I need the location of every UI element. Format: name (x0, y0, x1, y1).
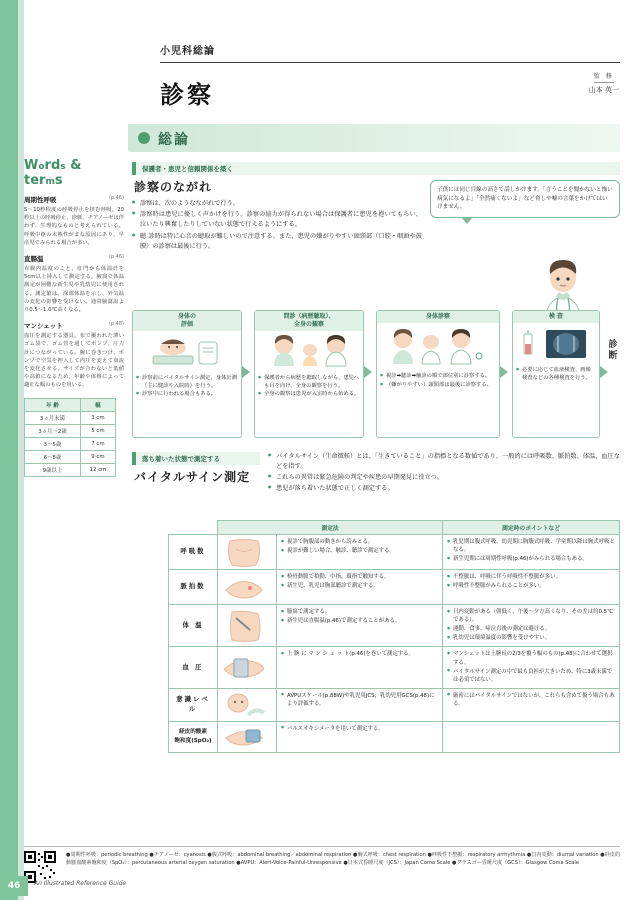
flow-bar-label: 保護者・患児と信頼関係を築く (132, 162, 620, 175)
glossary-footer-text: ●周期性呼吸：periodic breathing ●チアノーゼ：cyanosis ●腹式呼吸：abdominal breathing／abdominal respiration ●胸式呼吸：chest respiration ●呼吸性不整脈：respiratory arrhythmia ●日内変動：diurnal variation ●経皮的動脈血酸素飽和度（SpO₂）：percutaneous arterial oxygen saturation ●AVPU：Alert-Voice-Painful-Unresponsive ●日本式昏睡尺度（JCS）：Japan Coma Scale ●グラスゴー昏睡尺度（GCS）：Glasgow Coma Scale (66, 852, 620, 867)
cell-points (443, 647, 620, 688)
list-item: ● 橈骨動脈で拍動、中指、環指で触知する。 (281, 573, 438, 581)
cell-method (277, 570, 443, 605)
wrist-illustration (220, 572, 268, 602)
table-row (169, 605, 620, 647)
list-item: ● パルスオキシメータを用いて測定する。 (281, 725, 438, 733)
cell-method (277, 721, 443, 752)
cell-width: 12 cm (80, 463, 115, 476)
row-label-respiration: 呼吸数 (169, 535, 218, 570)
table-row (25, 437, 116, 450)
cell-points (443, 605, 620, 647)
list-item: ● バイタルサイン（生命徴候）とは、「生きていること」の指標となる数値であり、一般的には呼吸数、脈拍数、体温、血圧などを指す。 (268, 452, 620, 472)
cell-points (443, 535, 620, 570)
flow-box-caption: 身体診察 (377, 311, 499, 323)
glossary-entry (24, 254, 124, 314)
cuff-illustration (220, 653, 268, 683)
list-item: ● 厳密にはバイタルサインではないが、これらも含めて扱う場合もある。 (447, 692, 615, 708)
list-item: ● 腋窩で測定する。 (281, 608, 438, 616)
glossary-page-ref: (p.46) (108, 195, 124, 201)
list-item: ● 乳児期は腹式呼吸、幼児期に胸腹式呼吸、学童期以降は胸式呼吸となる。 (447, 538, 615, 554)
syringe-xray-icon (518, 326, 594, 360)
section-heading: 総論 (158, 132, 190, 148)
vital-bullet-list (268, 452, 620, 494)
header-rule (160, 62, 620, 63)
axilla-icon (218, 605, 277, 647)
table-row (25, 463, 116, 476)
table-row (25, 411, 116, 424)
pulse-oximeter-icon (218, 721, 277, 752)
chapter-label: 小児科総論 (160, 46, 215, 57)
cell-age: 3〜5歳 (25, 437, 81, 450)
flow-box-caption: 身体の 評価 (133, 311, 241, 331)
flow-arrow-icon (364, 366, 372, 378)
vital-measurement-table (168, 520, 620, 753)
column-header-method: 測定法 (218, 521, 443, 535)
vital-bar-label: 落ち着いた状態で測定する (132, 452, 260, 465)
glossary-page-ref: (p.48) (108, 321, 124, 328)
list-item: ● 呼吸性不整脈がみられることが多い。 (447, 582, 615, 590)
table-row (25, 450, 116, 463)
glossary-page-ref: (p.46) (108, 254, 124, 261)
cell-method (277, 647, 443, 688)
words-and-terms-title: Words & terms (24, 158, 82, 188)
flow-box-items (377, 370, 499, 394)
list-item: ● 必要に応じて血液検査、画像検査などの各種検査を行う。 (516, 367, 596, 383)
flow-heading: 診察のながれ (134, 180, 213, 194)
flow-box-items (255, 372, 363, 404)
cell-points (443, 570, 620, 605)
glossary-term: (p.46) 直腸温 (24, 254, 124, 264)
list-item: ● 乳幼児は環境温度の影響を受けやすい。 (447, 634, 615, 642)
row-label-spo2: 経皮的酸素 飽和度(SpO₂) (169, 721, 218, 752)
column-header-age: 年 齢 (25, 398, 81, 411)
cell-width: 5 cm (80, 424, 115, 437)
list-item: ● 視診で胸腹部の動きから読みとる。 (281, 538, 438, 546)
row-label-pulse: 脈拍数 (169, 570, 218, 605)
table-row (169, 688, 620, 721)
list-item: ● 診察前にバイタルサイン測定、身体計測（主に健診や入院時）を行う。 (136, 375, 238, 391)
vital-sign-section (132, 452, 620, 495)
axilla-illustration (220, 610, 268, 642)
list-item: ● （嫌がりやすい）頭頸部は最後に診察する。 (380, 382, 496, 390)
list-item: ● 新生児は直腸温(p.46)で測定することがある。 (281, 617, 438, 625)
flow-box-caption: 問診（病歴聴取）、 全身の観察 (255, 311, 363, 331)
cell-age: 9歳以上 (25, 463, 81, 476)
list-item: ● 日内変動がある（朝低く、午後〜夕方高くなり、その差は約0.5℃である）。 (447, 608, 615, 624)
list-item: ● 診察は、次のようなながれで行う。 (132, 199, 422, 209)
examination-flow-diagram (132, 310, 620, 438)
cell-width: 7 cm (80, 437, 115, 450)
table-row (169, 647, 620, 688)
parent-child-icon (266, 334, 352, 368)
flow-box-items (513, 364, 599, 387)
supervisor-label: 監 修 (594, 72, 614, 83)
cell-method (277, 688, 443, 721)
left-decorative-bar (0, 0, 18, 900)
list-item: ● これらの異常は緊急危険の判定や疾患の早期発見に役立つ。 (268, 473, 620, 483)
row-label-temperature: 体 温 (169, 605, 218, 647)
cell-age: 3ヵ月未満 (25, 411, 81, 424)
list-item: ● 患児が落ち着いた状態で正しく測定する。 (268, 484, 620, 494)
flow-final-label: 診 断 (608, 340, 618, 362)
cell-points (443, 721, 620, 752)
list-item: ● マンシェットは上腕長の2/3を覆う幅のもの(p.48)に合わせて選択する。 (447, 650, 615, 666)
list-item: ● 新生児期には周期性呼吸(p.46)がみられる場合もある。 (447, 555, 615, 563)
supervisor-block (589, 72, 619, 96)
row-label-consciousness: 意識レベル (169, 688, 218, 721)
speech-bubble: 子供には同じ目線の高さで話しかけます。「言うことを聞かないと怖い病気になるよ」「全然痛くないよ」など脅しや嘘の言葉をかけてはいけません。 (430, 180, 620, 218)
glossary-body: 直腸内温度のこと。肛門から体温計を5cm以上挿入して測定する。腋窩で体温測定が困難な新生児や乳幼児に使用される。測定値は、深部体温を示し、外気温の変化の影響を受けない。通常腋窩温より0.5〜1.0℃高くなる。 (24, 266, 124, 314)
table-row (169, 570, 620, 605)
flow-box-items (133, 372, 241, 404)
footer-book-title: An Illustrated Reference Guide (34, 880, 127, 887)
vital-left-heading (132, 452, 260, 489)
list-item: ● 上 腕 に マ ン シ ェ ッ ト(p.46)を巻いて測定する。 (281, 650, 438, 658)
table-header-row (169, 521, 620, 535)
list-item: ● 運動、食事、啼泣直後の測定は避ける。 (447, 625, 615, 633)
flow-box-examination (512, 310, 600, 438)
list-item: ● 視診➡聴診➡触診の順で部位別に診察する。 (380, 373, 496, 381)
list-item: ● AVPUスケール(p.88W)や乳児用JCS、乳幼児用GCS(p.48)により評価する。 (281, 692, 438, 708)
table-row (169, 721, 620, 752)
corner-cell (169, 521, 218, 535)
glossary-entry (24, 321, 124, 389)
vital-heading: バイタルサイン測定 (134, 470, 251, 484)
cell-age: 3ヵ月〜2歳 (25, 424, 81, 437)
flow-box-physical-exam (376, 310, 500, 438)
glossary-body: 5〜10秒程度の呼吸停止を挟む呼吸。20秒以上の呼吸停止、徐脈、チアノーゼは伴わず、生理的なものと考えられている。呼吸中枢の未熟性がまな原因にあり、早産児でみられる場合が多い。 (24, 207, 124, 246)
cell-method (277, 605, 443, 647)
list-item: ● バイタルサイン測定の中で最も負担が大きいため、特に3歳未満では必須ではない。 (447, 668, 615, 684)
list-item: ● 全身の観察は患児が入室時から始める。 (258, 391, 360, 399)
physical-exam-icon (383, 326, 493, 366)
cell-width: 3 cm (80, 411, 115, 424)
column-header-width: 幅 (80, 398, 115, 411)
supervisor-name: 山本 英一 (588, 86, 619, 94)
chest-icon (218, 535, 277, 570)
list-item: ● 新生児、乳児は胸部聴診で測定する。 (281, 582, 438, 590)
baby-illustration (220, 691, 268, 719)
list-item: ● 不整脈は、呼吸に伴う呼吸性不整脈が多い。 (447, 573, 615, 581)
glossary-term: (p.46) 周期性呼吸 (24, 195, 124, 204)
wrist-icon (218, 570, 277, 605)
list-item: ● 保護者から病歴を聴取しながら、患児へも目を向け、全身の観察を行う。 (258, 375, 360, 391)
cuff-icon (218, 647, 277, 688)
child-scale-icon (147, 334, 227, 368)
cuff-size-table (24, 398, 116, 477)
flow-arrow-icon (500, 366, 508, 378)
table-row (25, 424, 116, 437)
oximeter-illustration (220, 724, 268, 750)
glossary-body: 血圧を測定する器具。布で覆われた薄いゴム袋で、ゴム管を通してポンプ、圧力計につながっている。腕に巻きつけ、ポンプで空気を押入して内圧を変えて血流を変化させる。サイズが合わないと低値や高値になるため、年齢や体格によって適正な幅のものを用いる。 (24, 333, 124, 389)
list-item: ● 診察時は患児に優しく声かけを行う。診察の協力が得られない場合は保護者に患児を抱いてもらい、泣いたり興奮したりしていない状態で行えるようにする。 (132, 210, 422, 230)
flow-box-body-evaluation (132, 310, 242, 438)
cell-age: 6〜8歳 (25, 450, 81, 463)
qr-code-icon[interactable] (24, 851, 56, 883)
column-header-points: 測定時のポイントなど (443, 521, 620, 535)
row-label-blood-pressure: 血 圧 (169, 647, 218, 688)
glossary-term: (p.48) マンシェット (24, 321, 124, 331)
page-number: 46 (0, 876, 28, 896)
chest-illustration (220, 537, 268, 567)
section-header (128, 124, 620, 152)
flow-box-caption: 検 査 (513, 311, 599, 323)
table-header-row (25, 398, 116, 411)
flow-arrow-icon (600, 366, 608, 378)
list-item: ● 視診が難しい場合、触診、聴診で測定する。 (281, 547, 438, 555)
glossary-entry (24, 195, 124, 247)
flow-arrow-icon (242, 366, 250, 378)
words-and-terms-sidebar (24, 158, 124, 477)
list-item: ● 聴 診時は特に心音の聴取が難しいので注意する。また、患児の嫌がりやすい頭頸部（口腔・咽頭や鼓膜）の診察は最後に行う。 (132, 232, 422, 252)
baby-icon (218, 688, 277, 721)
cell-width: 9 cm (80, 450, 115, 463)
flow-box-history-taking (254, 310, 364, 438)
flow-section (132, 162, 620, 253)
cell-points (443, 688, 620, 721)
footer (24, 846, 620, 867)
list-item: ● 診察中に行われる場合もある。 (136, 391, 238, 399)
page-title: 診察 (160, 81, 214, 109)
table-row (169, 535, 620, 570)
cell-method (277, 535, 443, 570)
flow-bullet-list (132, 199, 422, 252)
bullet-dot-icon (138, 132, 150, 144)
